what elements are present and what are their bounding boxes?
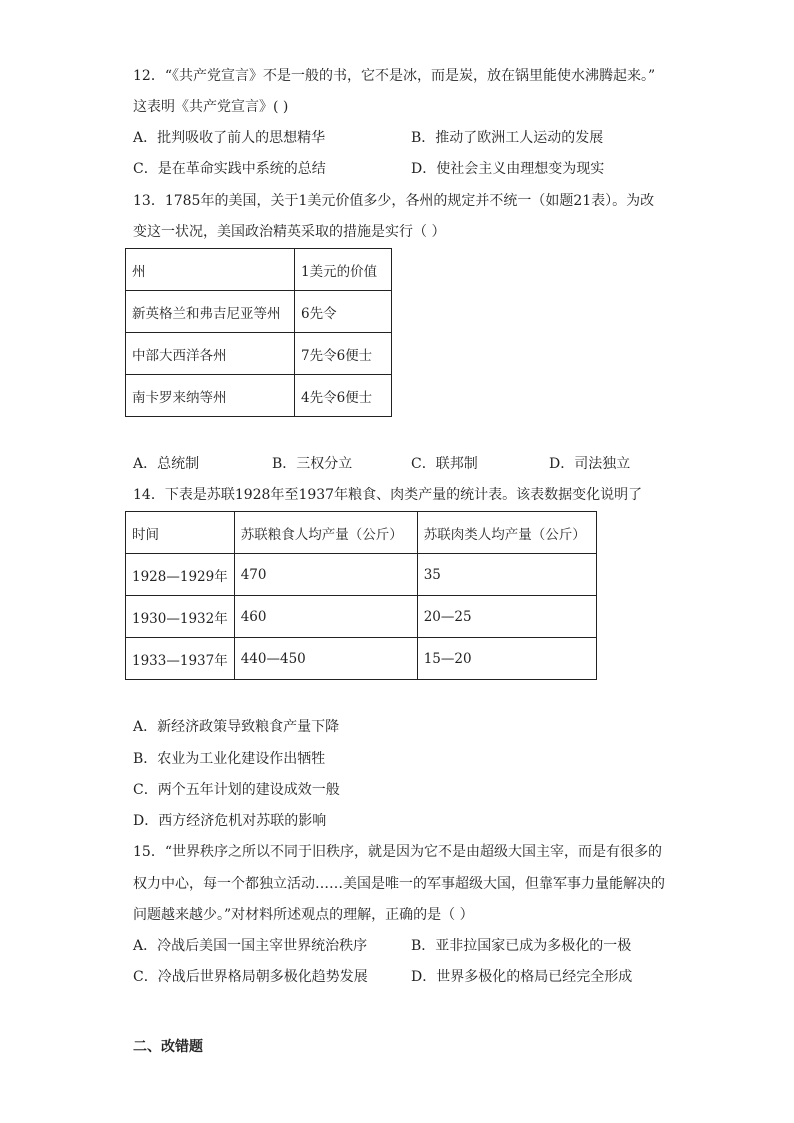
table-cell: 1933—1937年 [126, 638, 235, 680]
q13-option-c[interactable]: C．联邦制 [411, 456, 478, 472]
q15-stem-line3: 问题越来越少。”对材料所述观点的理解，正确的是（ ） [133, 907, 474, 923]
table-cell: 35 [417, 554, 596, 596]
q13-option-d[interactable]: D．司法独立 [549, 456, 631, 472]
q14-option-b[interactable]: B．农业为工业化建设作出牺牲 [133, 751, 326, 767]
q13-stem-line1: 13．1785年的美国，关于1美元价值多少，各州的规定并不统一（如题21表）。为改 [133, 193, 655, 209]
table-row [126, 554, 597, 596]
q12-option-a[interactable]: A．批判吸收了前人的思想精华 [133, 130, 326, 146]
q15-stem-line2: 权力中心，每一个都独立活动……美国是唯一的军事超级大国，但靠军事力量能解决的 [133, 876, 665, 892]
q13-option-a[interactable]: A．总统制 [133, 456, 200, 472]
table-cell: 南卡罗来纳等州 [126, 375, 295, 417]
q14-stem: 14．下表是苏联1928年至1937年粮食、肉类产量的统计表。该表数据变化说明了 [133, 487, 643, 503]
table-cell: 中部大西洋各州 [126, 333, 295, 375]
table-cell: 苏联肉类人均产量（公斤） [417, 512, 596, 554]
q15-option-d[interactable]: D．世界多极化的格局已经完全形成 [411, 969, 633, 985]
q14-option-a[interactable]: A．新经济政策导致粮食产量下降 [133, 719, 340, 735]
table-cell: 6先令 [295, 291, 392, 333]
q14-option-d[interactable]: D．西方经济危机对苏联的影响 [133, 813, 327, 829]
q15-option-b[interactable]: B．亚非拉国家已成为多极化的一极 [411, 938, 632, 954]
q15-stem-line1: 15．“世界秩序之所以不同于旧秩序，就是因为它不是由超级大国主宰，而是有很多的 [133, 844, 662, 860]
table-cell: 4先令6便士 [295, 375, 392, 417]
table-cell: 1928—1929年 [126, 554, 235, 596]
q15-option-a[interactable]: A．冷战后美国一国主宰世界统治秩序 [133, 938, 368, 954]
q12-stem-line1: 12．“《共产党宣言》不是一般的书，它不是冰，而是炭，放在锅里能使水沸腾起来。” [133, 68, 656, 84]
table-row [126, 249, 392, 291]
table-cell: 1美元的价值 [295, 249, 392, 291]
q12-option-b[interactable]: B．推动了欧洲工人运动的发展 [411, 130, 604, 146]
table-cell: 新英格兰和弗吉尼亚等州 [126, 291, 295, 333]
q14-option-c[interactable]: C．两个五年计划的建设成效一般 [133, 782, 340, 798]
table-row [126, 596, 597, 638]
q13-table [125, 248, 392, 417]
table-cell: 苏联粮食人均产量（公斤） [234, 512, 417, 554]
table-cell: 460 [234, 596, 417, 638]
table-cell: 470 [234, 554, 417, 596]
table-row [126, 375, 392, 417]
table-cell: 7先令6便士 [295, 333, 392, 375]
q12-option-c[interactable]: C．是在革命实践中系统的总结 [133, 161, 326, 177]
q15-option-c[interactable]: C．冷战后世界格局朝多极化趋势发展 [133, 969, 368, 985]
table-cell: 20—25 [417, 596, 596, 638]
q12-option-d[interactable]: D．使社会主义由理想变为现实 [411, 161, 605, 177]
table-row [126, 638, 597, 680]
table-row [126, 333, 392, 375]
table-cell: 440—450 [234, 638, 417, 680]
table-cell: 1930—1932年 [126, 596, 235, 638]
table-row [126, 291, 392, 333]
table-row [126, 512, 597, 554]
section-title: 二、改错题 [133, 1039, 203, 1055]
q12-stem-line2: 这表明《共产党宣言》( ) [133, 99, 289, 115]
q13-option-b[interactable]: B．三权分立 [272, 456, 353, 472]
table-cell: 时间 [126, 512, 235, 554]
table-cell: 15—20 [417, 638, 596, 680]
table-cell: 州 [126, 249, 295, 291]
q13-stem-line2: 变这一状况，美国政治精英采取的措施是实行（ ） [133, 224, 446, 240]
q14-table [125, 511, 597, 680]
